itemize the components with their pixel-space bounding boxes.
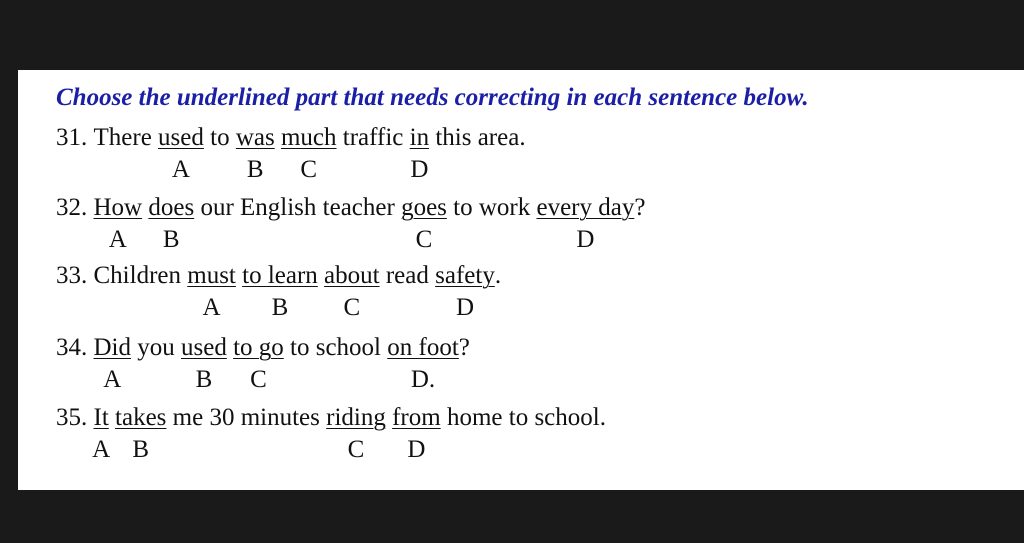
option-letter: C	[250, 366, 267, 393]
option-letter: B	[271, 294, 289, 321]
sentence-text: ?	[458, 334, 470, 361]
underlined-option-text[interactable]: to learn B	[242, 262, 318, 321]
underlined-option-text[interactable]: from D	[392, 404, 441, 463]
underlined-option-text[interactable]: in D	[409, 124, 430, 183]
underlined-option-text[interactable]: How A	[93, 194, 143, 253]
underlined-option-text[interactable]: must A	[187, 262, 236, 321]
option-letter: B	[132, 436, 150, 463]
question-sentence	[56, 124, 526, 183]
sentence-text: to school	[283, 334, 388, 361]
option-letter: C	[300, 156, 318, 183]
option-letter: A	[92, 436, 111, 463]
underlined-option-text[interactable]: takes B	[115, 404, 167, 463]
option-letter: C	[347, 436, 365, 463]
option-letter: B	[195, 366, 213, 393]
question-number: 33.	[56, 262, 94, 289]
sentence-text: ?	[634, 194, 646, 221]
question-sentence	[56, 262, 502, 321]
sentence-text: to work	[446, 194, 537, 221]
option-letter: A	[202, 294, 221, 321]
option-letter: D	[455, 294, 474, 321]
underlined-option-text[interactable]: safety D	[435, 262, 495, 321]
underlined-option-text[interactable]: about C	[324, 262, 380, 321]
option-letter: A	[108, 226, 127, 253]
underlined-option-text[interactable]: does B	[148, 194, 195, 253]
option-letter: B	[246, 156, 264, 183]
question-number: 31.	[56, 124, 94, 151]
question-number: 35.	[56, 404, 94, 431]
sentence-text: There	[93, 124, 159, 151]
question-sentence	[56, 404, 606, 463]
sentence-text: traffic	[336, 124, 410, 151]
question-sentence	[56, 194, 646, 253]
underlined-option-text[interactable]: used A	[158, 124, 204, 183]
underlined-option-text[interactable]: was B	[235, 124, 275, 183]
underlined-option-text[interactable]: used B	[181, 334, 227, 393]
question-sentence	[56, 334, 470, 393]
option-letter: A	[171, 156, 190, 183]
option-letter: A	[103, 366, 122, 393]
option-letter: B	[162, 226, 180, 253]
sentence-text: this area.	[429, 124, 526, 151]
underlined-option-text[interactable]: on foot D.	[387, 334, 459, 393]
option-letter: C	[343, 294, 361, 321]
sentence-text: our English teacher	[194, 194, 402, 221]
underlined-option-text[interactable]: goes C	[401, 194, 447, 253]
sentence-text: Children	[93, 262, 188, 289]
option-letter: D	[410, 156, 429, 183]
instruction-heading: Choose the underlined part that needs correcting in each sentence below.	[56, 84, 809, 111]
sentence-text: to	[203, 124, 236, 151]
underlined-option-text[interactable]: Did A	[93, 334, 131, 393]
underlined-option-text[interactable]: riding C	[326, 404, 386, 463]
underlined-option-text[interactable]: every day D	[536, 194, 635, 253]
option-letter: C	[415, 226, 433, 253]
sentence-text: .	[494, 262, 502, 289]
option-letter: D	[576, 226, 595, 253]
question-number: 32.	[56, 194, 94, 221]
sentence-text: read	[379, 262, 436, 289]
worksheet-page	[18, 70, 1024, 490]
underlined-option-text[interactable]: It A	[92, 404, 111, 463]
question-number: 34.	[56, 334, 94, 361]
sentence-text: me 30 minutes	[166, 404, 327, 431]
sentence-text: you	[131, 334, 181, 361]
option-letter: D.	[410, 366, 436, 393]
sentence-text: home to school.	[440, 404, 606, 431]
underlined-option-text[interactable]: to go C	[233, 334, 284, 393]
option-letter: D	[407, 436, 426, 463]
underlined-option-text[interactable]: much C	[280, 124, 337, 183]
